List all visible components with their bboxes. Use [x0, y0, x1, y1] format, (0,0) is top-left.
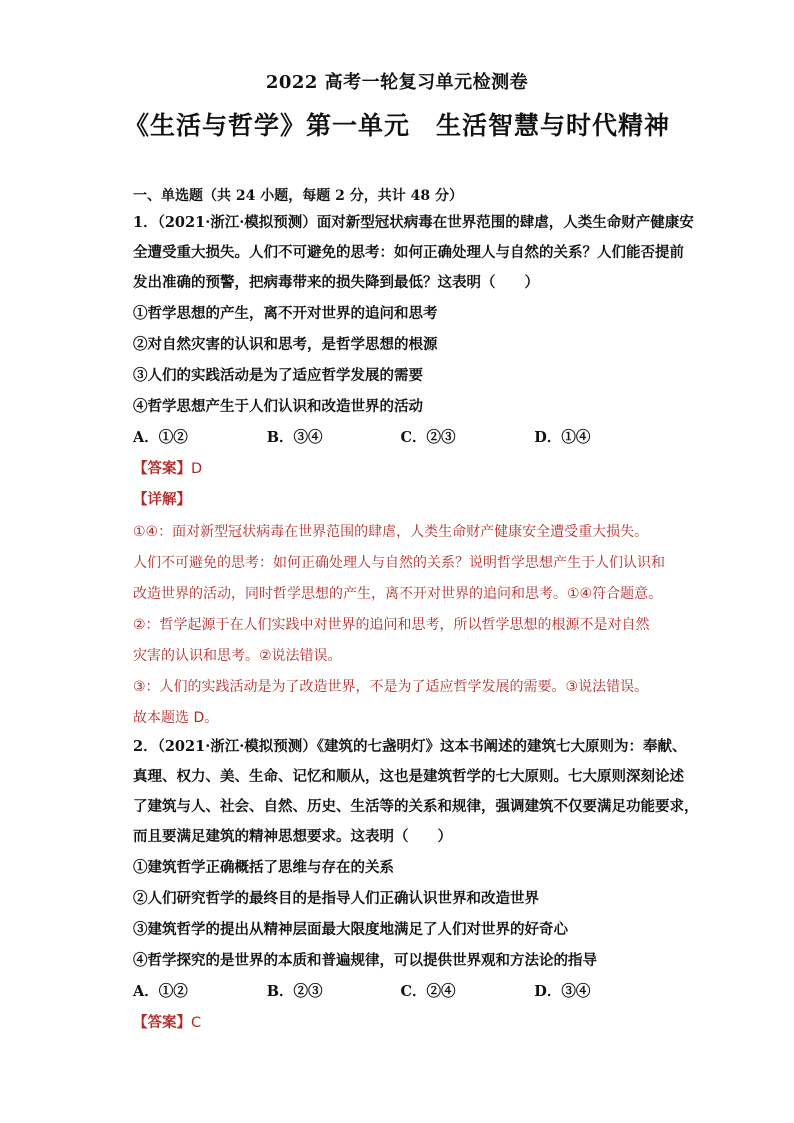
section-heading: 一、单选题（共 24 小题，每题 2 分，共计 48 分）	[133, 188, 463, 204]
document-body	[133, 186, 699, 1038]
question-stem-line: 真理、权力、美、生命、记忆和顺从，这也是建筑哲学的七大原则。七大原则深刻论述	[133, 768, 684, 785]
question-stem-line: 了建筑与人、社会、自然、历史、生活等的关系和规律，强调建筑不仅要满足功能要求，	[133, 798, 699, 815]
statement-option: ①哲学思想的产生，离不开对世界的追问和思考	[133, 304, 438, 322]
answer-line	[133, 453, 668, 484]
question-stem-line: 而且要满足建筑的精神思想要求。这表明（ ）	[133, 828, 452, 845]
detail-tag: 【详解】	[133, 490, 191, 508]
answer-value: D	[191, 460, 203, 477]
choice-b: B．③④	[266, 428, 323, 446]
answer-line	[133, 1007, 668, 1038]
choice-a: A．①②	[133, 428, 188, 446]
statement-option: ①建筑哲学正确概括了思维与存在的关系	[133, 858, 394, 876]
explanation-line: 故本题选 D。	[133, 709, 219, 726]
statement-option: ②人们研究哲学的最终目的是指导人们正确认识世界和改造世界	[133, 889, 539, 907]
explanation-line: 人们不可避免的思考：如何正确处理人与自然的关系？说明哲学思想产生于人们认识和	[133, 554, 665, 571]
explanation-line: ①④：面对新型冠状病毒在世界范围的肆虐，人类生命财产健康安全遭受重大损失。	[133, 523, 649, 540]
statement-option: ④哲学思想产生于人们认识和改造世界的活动	[133, 397, 423, 415]
statement-option: ③人们的实践活动是为了适应哲学发展的需要	[133, 366, 423, 384]
choice-b: B．②③	[266, 982, 323, 1000]
document-subtitle: 《生活与哲学》第一单元 生活智慧与时代精神	[123, 111, 670, 140]
answer-choices	[133, 422, 668, 453]
explanation-line: 改造世界的活动，同时哲学思想的产生，离不开对世界的追问和思考。①④符合题意。	[133, 585, 663, 602]
choice-a: A．①②	[133, 982, 188, 1000]
choice-d: D．①④	[534, 428, 591, 446]
question-stem-line: 1．（2021·浙江·模拟预测）面对新型冠状病毒在世界范围的肆虐，人类生命财产健康安	[133, 214, 694, 231]
choice-c: C．②④	[400, 982, 456, 1000]
question-stem-line: 全遭受重大损失。人们不可避免的思考：如何正确处理人与自然的关系？人们能否提前	[133, 244, 684, 261]
statement-option: ②对自然灾害的认识和思考，是哲学思想的根源	[133, 335, 438, 353]
answer-value: C	[191, 1014, 202, 1031]
statement-option: ③建筑哲学的提出从精神层面最大限度地满足了人们对世界的好奇心	[133, 920, 568, 938]
question-1	[133, 208, 694, 732]
statement-option: ④哲学探究的是世界的本质和普遍规律，可以提供世界观和方法论的指导	[133, 951, 597, 969]
question-stem-line: 发出准确的预警，把病毒带来的损失降到最低？这表明（ ）	[133, 274, 539, 291]
answer-choices	[133, 976, 668, 1007]
explanation-line: ②：哲学起源于在人们实践中对世界的追问和思考，所以哲学思想的根源不是对自然	[133, 616, 650, 633]
document-title: 2022 高考一轮复习单元检测卷	[265, 72, 529, 93]
explanation-line: ③：人们的实践活动是为了改造世界，不是为了适应哲学发展的需要。③说法错误。	[133, 678, 649, 695]
explanation-line: 灾害的认识和思考。②说法错误。	[133, 647, 342, 664]
choice-c: C．②③	[400, 428, 456, 446]
question-2	[133, 732, 699, 1038]
question-stem-line: 2．（2021·浙江·模拟预测）《建筑的七盏明灯》这本书阐述的建筑七大原则为：奉献、	[133, 738, 687, 755]
answer-tag: 【答案】	[133, 1013, 191, 1031]
answer-tag: 【答案】	[133, 459, 191, 477]
choice-d: D．③④	[534, 982, 591, 1000]
